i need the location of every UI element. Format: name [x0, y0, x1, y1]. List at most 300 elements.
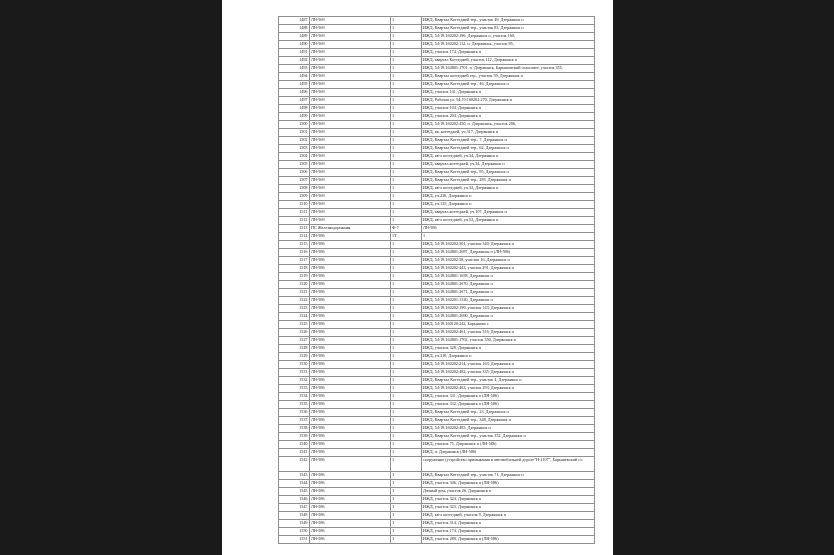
row-number: 1506 [299, 169, 308, 174]
line-id: ПС Железнодорожная [311, 225, 351, 230]
row-number: 1495 [299, 81, 308, 86]
quantity: 1 [392, 337, 395, 342]
quantity-cell [391, 177, 422, 185]
line-id-cell [310, 377, 391, 385]
quantity: 1 [392, 385, 395, 390]
quantity-cell [391, 49, 422, 57]
row-number-cell [279, 536, 310, 544]
row-number: 1521 [299, 289, 308, 294]
row-number-cell [279, 25, 310, 33]
table-row [279, 73, 595, 81]
quantity: 1 [392, 81, 395, 86]
line-id-cell [310, 273, 391, 281]
row-number-cell [279, 337, 310, 345]
quantity-cell [391, 393, 422, 401]
quantity: 1 [392, 353, 395, 358]
table-row [279, 297, 595, 305]
quantity-cell [391, 337, 422, 345]
line-id-cell [310, 401, 391, 409]
object-description-cell [422, 297, 595, 305]
object-description-cell [422, 257, 595, 265]
row-number: 1550 [299, 528, 308, 534]
quantity: 1 [392, 129, 395, 134]
quantity-cell [391, 369, 422, 377]
object-description: ИЖД, 54:19:164801:2697, Дзержинск п (ЛН-586) [423, 249, 511, 254]
row-number-cell [279, 385, 310, 393]
quantity-cell [391, 193, 422, 201]
quantity: 1 [392, 329, 395, 334]
line-id: ЛН-586 [311, 401, 325, 406]
line-id-cell [310, 17, 391, 25]
table-row [279, 441, 595, 449]
line-id-cell [310, 249, 391, 257]
quantity-cell [391, 345, 422, 353]
object-description-cell [422, 273, 595, 281]
table-row [279, 121, 595, 129]
row-number: 1497 [299, 97, 308, 102]
row-number: 1531 [299, 369, 308, 374]
row-number-cell [279, 217, 310, 225]
object-description: ИЖД, участок 324, Дзержинск п [423, 496, 482, 502]
table-row [279, 393, 595, 401]
line-id: ЛН-569 [311, 65, 325, 70]
row-number: 1490 [299, 41, 308, 46]
quantity-cell [391, 385, 422, 393]
line-id-cell [310, 113, 391, 121]
row-number-cell [279, 121, 310, 129]
line-id-cell [310, 353, 391, 361]
object-description: ИЖД, 54:19:164801:1658, Дзержинск п [423, 273, 493, 278]
row-number-cell [279, 449, 310, 457]
object-description: ИЖД, Квартал Коттеджей тер., участок 352, Дзержинск п [423, 433, 526, 438]
table-row [279, 129, 595, 137]
line-id-cell [310, 313, 391, 321]
row-number-cell [279, 169, 310, 177]
object-description: ИЖД, квартал коттеджей, уч.34, Дзержинск п [423, 161, 505, 166]
row-number: 1503 [299, 145, 308, 150]
object-description-cell [422, 225, 595, 233]
quantity-cell [391, 321, 422, 329]
table-row [279, 257, 595, 265]
object-description-cell [422, 433, 595, 441]
row-number-cell [279, 105, 310, 113]
quantity-cell [391, 457, 422, 472]
object-description-cell [422, 249, 595, 257]
line-id: ЛН-586 [311, 449, 325, 454]
row-number-cell [279, 257, 310, 265]
object-description: ИЖД, 54:19:160202:199, участок 143, Дзержинск п [423, 305, 514, 310]
quantity: 1 [392, 241, 395, 246]
object-description: ИЖД, Квартал Коттеджей тер., 95, Дзержинск п [423, 169, 509, 174]
line-id-cell [310, 449, 391, 457]
line-id: ЛН-569 [311, 185, 325, 190]
line-id: ЛН-586 [311, 504, 325, 510]
object-description-cell [422, 121, 595, 129]
table-row [279, 321, 595, 329]
row-number: 1542 [299, 457, 308, 462]
quantity: 1 [392, 41, 395, 46]
quantity: 1 [392, 297, 395, 302]
document-page[interactable] [222, 0, 613, 555]
line-id-cell [310, 233, 391, 241]
row-number: 1507 [299, 177, 308, 182]
row-number-cell [279, 289, 310, 297]
row-number: 1529 [299, 353, 308, 358]
row-number-cell [279, 297, 310, 305]
quantity-cell [391, 97, 422, 105]
table-row [279, 81, 595, 89]
object-description: ИЖД, 54:19:160202:463, участок 293, Дзержинск п [423, 385, 514, 390]
row-number: 1505 [299, 161, 308, 166]
line-id-cell [310, 49, 391, 57]
table-row [279, 49, 595, 57]
line-id: ЛН-569 [311, 129, 325, 134]
row-number-cell [279, 512, 310, 520]
object-description-cell [422, 417, 595, 425]
object-description: ИЖД, Квартал Коттеджей тер., 23, Дзержинск п [423, 409, 509, 414]
object-description: ИЖД, 54:19:160202:482, участок 335, Дзержинск п [423, 369, 514, 374]
line-id-cell [310, 193, 391, 201]
row-number-cell [279, 441, 310, 449]
row-number-cell [279, 65, 310, 73]
quantity: 1 [392, 73, 395, 78]
object-description: ИЖД, участок 75, Дзержинск п (ЛН-586) [423, 441, 497, 446]
quantity: 1 [392, 457, 395, 462]
line-id-cell [310, 433, 391, 441]
quantity-cell [391, 353, 422, 361]
object-description-cell [422, 25, 595, 33]
line-id-cell [310, 201, 391, 209]
line-id-cell [310, 289, 391, 297]
line-id: ЛН-586 [311, 512, 325, 518]
line-id: ЛН-586 [311, 441, 325, 446]
quantity-cell [391, 225, 422, 233]
quantity-cell [391, 17, 422, 25]
line-id: ЛН-569 [311, 25, 325, 30]
quantity-cell [391, 73, 422, 81]
row-number: 1493 [299, 65, 308, 70]
quantity-cell [391, 361, 422, 369]
line-id: ЛН-586 [311, 425, 325, 430]
line-id: ЛН-586 [311, 361, 325, 366]
line-id-cell [310, 105, 391, 113]
line-id: ЛН-586 [311, 313, 325, 318]
table-row [279, 153, 595, 161]
object-description-cell [422, 49, 595, 57]
quantity: 1 [392, 528, 395, 534]
line-id: ЛН-586 [311, 488, 325, 494]
quantity: 1 [392, 472, 395, 478]
line-id: ЛН-569 [311, 193, 325, 198]
line-id: ЛН-569 [311, 73, 325, 78]
quantity: 1 [392, 113, 395, 118]
object-description-cell [422, 401, 595, 409]
quantity: 1 [392, 536, 395, 542]
object-description: ИЖД, участок 328, Дзержинск п [423, 345, 482, 350]
line-id-cell [310, 225, 391, 233]
quantity: 1 [392, 257, 395, 262]
line-id: ЛН-586 [311, 265, 325, 270]
line-id-cell [310, 321, 391, 329]
line-id: ЛН-586 [311, 457, 325, 462]
table-row [279, 209, 595, 217]
object-description: ИЖД, Квартал Коттеджей тер., 46, Дзержинск п [423, 81, 509, 86]
line-id-cell [310, 129, 391, 137]
quantity-cell [391, 512, 422, 520]
quantity: 1 [392, 153, 395, 158]
object-description: ИЖД, участок 323, Дзержинск п [423, 504, 482, 510]
object-description-cell [422, 41, 595, 49]
row-number-cell [279, 129, 310, 137]
line-id: ЛН-586 [311, 345, 325, 350]
object-description-cell [422, 161, 595, 169]
line-id: ЛН-569 [311, 177, 325, 182]
line-id: ЛН-569 [311, 201, 325, 206]
row-number: 1539 [299, 433, 308, 438]
line-id-cell [310, 281, 391, 289]
row-number-cell [279, 472, 310, 480]
quantity: 1 [392, 393, 395, 398]
table-row [279, 137, 595, 145]
object-description-cell [422, 425, 595, 433]
row-number-cell [279, 49, 310, 57]
quantity: Ф-7 [392, 225, 399, 230]
line-id-cell [310, 361, 391, 369]
quantity-cell [391, 504, 422, 512]
object-description-cell [422, 393, 595, 401]
object-description: ИЖД, п. Дзержинск (ЛН-586) [423, 449, 477, 454]
row-number-cell [279, 480, 310, 488]
quantity: 1 [392, 161, 395, 166]
table-row [279, 472, 595, 480]
object-description: ИЖД, 54:19:160202:485, Дзержинск п [423, 425, 491, 430]
row-number: 1499 [299, 113, 308, 118]
table-row [279, 185, 595, 193]
row-number-cell [279, 193, 310, 201]
object-description-cell [422, 169, 595, 177]
row-number-cell [279, 177, 310, 185]
row-number-cell [279, 361, 310, 369]
table-row [279, 65, 595, 73]
quantity-cell [391, 441, 422, 449]
quantity-cell [391, 520, 422, 528]
quantity-cell [391, 265, 422, 273]
quantity: 1 [392, 249, 395, 254]
row-number: 1537 [299, 417, 308, 422]
line-id-cell [310, 161, 391, 169]
row-number: 1512 [299, 217, 308, 222]
row-number: 1520 [299, 281, 308, 286]
line-id: ЛН-586 [311, 289, 325, 294]
object-description-cell [422, 57, 595, 65]
line-id: ЛН-586 [311, 305, 325, 310]
table-row [279, 480, 595, 488]
object-description: ИЖД, 54:19:164801:2670, Дзержинск п [423, 281, 493, 286]
object-description: ИЖД, Квартал Коттеджей тер., участок 49, Дзержинск п [423, 17, 524, 22]
object-description-cell [422, 536, 595, 544]
line-id: ЛН-586 [311, 353, 325, 358]
object-description: ЛН-586 [423, 225, 437, 230]
object-description: сооружение (устройство примыкания к автомобильной дороге"Н-2107", Барышевский с/с [423, 457, 584, 462]
row-number-cell [279, 137, 310, 145]
object-description: ИЖД, участок 289, Дзержинск п (ЛН-586) [423, 536, 499, 542]
row-number: 1532 [299, 377, 308, 382]
object-description-cell [422, 17, 595, 25]
line-id-cell [310, 536, 391, 544]
line-id: ЛН-586 [311, 536, 325, 542]
quantity-cell [391, 417, 422, 425]
object-description: ИЖД, 54:19:160202:450, п. Дзержинск, участок 206, [423, 121, 516, 126]
object-description-cell [422, 137, 595, 145]
line-id: ЛН-586 [311, 281, 325, 286]
object-description: ИЖД, Квартал коттеджей тер., участок 59, Дзержинск п [423, 73, 523, 78]
quantity-cell [391, 289, 422, 297]
quantity-cell [391, 105, 422, 113]
object-description-cell [422, 233, 595, 241]
table-row [279, 496, 595, 504]
line-id-cell [310, 177, 391, 185]
row-number: 1509 [299, 193, 308, 198]
table-row [279, 273, 595, 281]
row-number-cell [279, 113, 310, 121]
object-description: ИЖД, участок 314, Дзержинск п [423, 520, 482, 526]
object-description-cell [422, 337, 595, 345]
quantity: 1 [392, 193, 395, 198]
object-description: ИЖД, Квартал Коттеджей тер., участок 83, Дзержинск п [423, 25, 524, 30]
line-id: ЛН-586 [311, 480, 325, 486]
object-description: ИЖД, 54:19:164801:1701, п. Дзержинск, Барышевский сельсовет, участок 355, [423, 65, 563, 70]
line-id-cell [310, 457, 391, 472]
row-number: 1513 [299, 225, 308, 230]
line-id: ЛН-569 [311, 97, 325, 102]
quantity: 1 [392, 401, 395, 406]
row-number-cell [279, 496, 310, 504]
row-number: 1530 [299, 361, 308, 366]
object-description-cell [422, 377, 595, 385]
table-row [279, 57, 595, 65]
row-number-cell [279, 425, 310, 433]
quantity: 1 [392, 49, 395, 54]
table-body [279, 17, 595, 544]
table-row [279, 105, 595, 113]
object-description: ИЖД, Рабочая ул. 54:19:160202:270, Дзержинск п [423, 97, 512, 102]
table-row [279, 193, 595, 201]
table-row [279, 17, 595, 25]
quantity-cell [391, 273, 422, 281]
line-id: ЛН-586 [311, 369, 325, 374]
line-id: ЛН-569 [311, 41, 325, 46]
row-number: 1515 [299, 241, 308, 246]
object-description: ИЖД, 54:19:164801:2671, Дзержинск п [423, 289, 493, 294]
object-description-cell [422, 313, 595, 321]
row-number: 1489 [299, 33, 308, 38]
object-description: ИЖД, кв-л коттеджей, уч.32, Дзержинск п [423, 185, 499, 190]
line-id-cell [310, 297, 391, 305]
row-number-cell [279, 265, 310, 273]
quantity: 1 [392, 65, 395, 70]
row-number: 1528 [299, 345, 308, 350]
line-id-cell [310, 472, 391, 480]
object-description: ИЖД, 54:19:164801:2690, Дзержинск п [423, 313, 493, 318]
row-number: 1533 [299, 385, 308, 390]
row-number: 1535 [299, 401, 308, 406]
quantity: 1 [392, 145, 395, 150]
quantity: 1 [392, 512, 395, 518]
line-id-cell [310, 305, 391, 313]
object-description: Дачный дом, участок 26, Дзержинск п [423, 488, 492, 494]
row-number: 1525 [299, 321, 308, 326]
object-description-cell [422, 528, 595, 536]
table-row [279, 361, 595, 369]
quantity-cell [391, 57, 422, 65]
row-number-cell [279, 73, 310, 81]
quantity: 1 [392, 17, 395, 22]
row-number-cell [279, 241, 310, 249]
quantity-cell [391, 449, 422, 457]
quantity: 1 [392, 201, 395, 206]
object-description: ИЖД, квартал Коттеджей, участок 112, Дзержинск п [423, 57, 517, 62]
quantity-cell [391, 281, 422, 289]
object-description-cell [422, 201, 595, 209]
line-id: ЛН-586 [311, 233, 325, 238]
row-number: 1508 [299, 185, 308, 190]
address-table [278, 16, 595, 544]
object-description-cell [422, 129, 595, 137]
line-id-cell [310, 337, 391, 345]
table-row [279, 425, 595, 433]
object-description-cell [422, 153, 595, 161]
object-description: ИЖД, Квартал Коттеджей тер., участок 4, Дзержинск п [423, 377, 522, 382]
row-number-cell [279, 201, 310, 209]
row-number: 1511 [299, 209, 308, 214]
line-id: ЛН-586 [311, 385, 325, 390]
quantity: 1 [392, 273, 395, 278]
row-number: 1548 [299, 512, 308, 518]
quantity-cell [391, 209, 422, 217]
quantity-cell [391, 433, 422, 441]
quantity-cell [391, 169, 422, 177]
table-row [279, 169, 595, 177]
table-row [279, 512, 595, 520]
line-id: ЛН-569 [311, 137, 325, 142]
row-number: 1502 [299, 137, 308, 142]
row-number-cell [279, 321, 310, 329]
line-id: ЛН-586 [311, 409, 325, 414]
row-number-cell [279, 313, 310, 321]
row-number: 1541 [299, 449, 308, 454]
line-id: ЛН-586 [311, 433, 325, 438]
row-number-cell [279, 520, 310, 528]
table-row [279, 225, 595, 233]
quantity-cell [391, 241, 422, 249]
line-id: ЛН-569 [311, 161, 325, 166]
object-description-cell [422, 385, 595, 393]
line-id-cell [310, 441, 391, 449]
line-id-cell [310, 73, 391, 81]
line-id: ЛН-569 [311, 33, 325, 38]
row-number: 1491 [299, 49, 308, 54]
object-description-cell [422, 329, 595, 337]
table-row [279, 89, 595, 97]
object-description: ИЖД, уч.135, Дзержинск п [423, 201, 472, 206]
row-number: 1551 [299, 536, 308, 542]
line-id-cell [310, 137, 391, 145]
object-description-cell [422, 217, 595, 225]
row-number: 1523 [299, 305, 308, 310]
table-row [279, 377, 595, 385]
object-description: ИЖД, участок 332, Дзержинск п (ЛН-586) [423, 401, 499, 406]
row-number: 1536 [299, 409, 308, 414]
